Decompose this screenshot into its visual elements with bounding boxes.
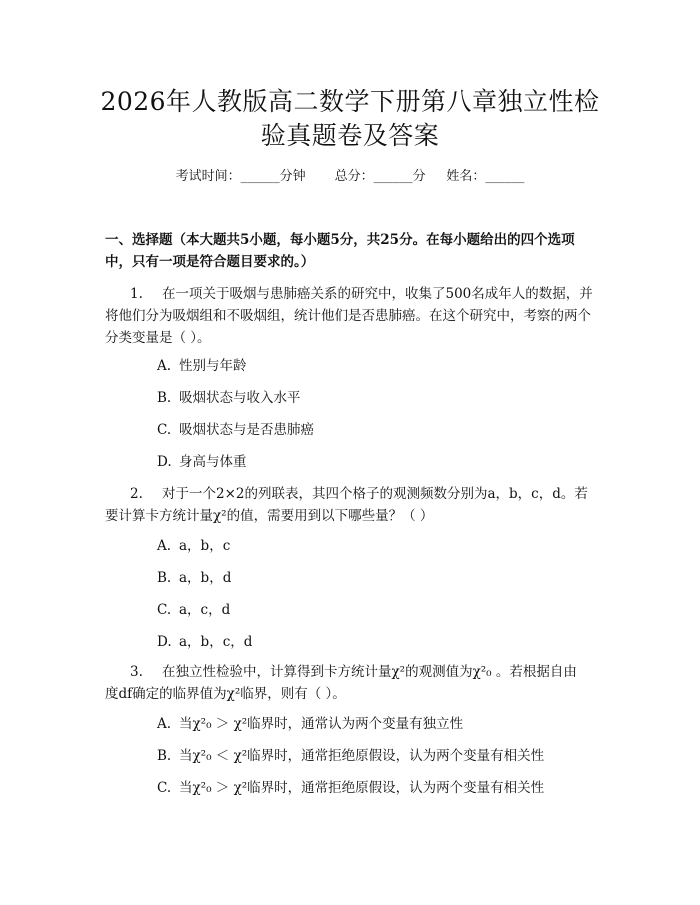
question-3-option-c	[157, 779, 587, 797]
section-heading-line-1: 一、选择题（本大题共5小题，每小题5分，共25分。在每小题给出的四个选项	[105, 232, 575, 248]
option-text: 身高与体重	[179, 454, 247, 470]
time-unit: 分钟	[279, 169, 306, 184]
question-2-option-c	[157, 601, 587, 619]
option-letter: D.	[157, 454, 172, 470]
question-1-line-2: 将他们分为吸烟组和不吸烟组，统计他们是否患肺癌。在这个研究中，考察的两个	[105, 308, 591, 324]
question-1-line-3: 分类变量是（ ）。	[105, 330, 211, 346]
option-letter: B.	[157, 748, 172, 764]
option-letter: B.	[157, 390, 172, 406]
name-label: 姓名：	[446, 169, 486, 184]
option-text: 当χ²₀ ＞ χ²临界时，通常认为两个变量有独立性	[179, 716, 464, 732]
option-letter: A.	[157, 358, 172, 374]
question-1-option-b	[157, 389, 587, 407]
score-blank: ______	[373, 169, 413, 184]
question-number: 3.	[130, 664, 143, 680]
document-title-line-2: 验真题卷及答案	[260, 121, 440, 150]
question-2-line-1	[105, 483, 603, 505]
document-title-line-1: 2026年人教版高二数学下册第八章独立性检	[100, 87, 600, 116]
option-text: a，c，d	[179, 602, 231, 618]
option-letter: C.	[157, 422, 172, 438]
question-text: 在一项关于吸烟与患肺癌关系的研究中，收集了500名成年人的数据，并	[162, 286, 593, 302]
question-text: 对于一个2×2的列联表，其四个格子的观测频数分别为a，b，c，d。若	[162, 486, 588, 502]
option-text: 当χ²₀ ＜ χ²临界时，通常拒绝原假设，认为两个变量有相关性	[179, 748, 545, 764]
question-3-line-2: 度df确定的临界值为χ²临界，则有（ ）。	[105, 686, 346, 702]
question-number: 2.	[130, 486, 143, 502]
option-text: a，b，c	[179, 538, 231, 554]
time-blank: ______	[240, 169, 280, 184]
option-text: 当χ²₀ ＞ χ²临界时，通常拒绝原假设，认为两个变量有相关性	[179, 780, 545, 796]
question-1-line-1	[105, 283, 603, 305]
option-letter: C.	[157, 780, 172, 796]
question-3-option-b	[157, 747, 587, 765]
name-blank: ______	[485, 169, 525, 184]
option-letter: A.	[157, 716, 172, 732]
option-letter: B.	[157, 570, 172, 586]
question-2-line-2: 要计算卡方统计量χ²的值，需要用到以下哪些量？（ ）	[105, 508, 434, 524]
option-text: a，b，d	[179, 570, 232, 586]
option-text: 吸烟状态与是否患肺癌	[179, 422, 314, 438]
question-3-option-a	[157, 715, 587, 733]
time-label: 考试时间：	[175, 169, 241, 184]
option-letter: A.	[157, 538, 172, 554]
question-1-option-d	[157, 453, 587, 471]
option-text: 性别与年龄	[179, 358, 247, 374]
question-2-option-b	[157, 569, 587, 587]
option-text: a，b，c，d	[179, 634, 253, 650]
exam-meta-info	[0, 168, 700, 186]
question-number: 1.	[130, 286, 143, 302]
option-letter: C.	[157, 602, 172, 618]
question-1-option-c	[157, 421, 587, 439]
option-letter: D.	[157, 634, 172, 650]
question-text: 在独立性检验中，计算得到卡方统计量χ²的观测值为χ²₀ 。若根据自由	[162, 664, 577, 680]
score-label: 总分：	[334, 169, 374, 184]
question-3-line-1	[105, 661, 603, 683]
section-heading-line-2: 中，只有一项是符合题目要求的。）	[105, 254, 315, 270]
score-unit: 分	[412, 169, 426, 184]
question-2-option-a	[157, 537, 587, 555]
question-1-option-a	[157, 357, 587, 375]
option-text: 吸烟状态与收入水平	[179, 390, 301, 406]
question-2-option-d	[157, 633, 587, 651]
